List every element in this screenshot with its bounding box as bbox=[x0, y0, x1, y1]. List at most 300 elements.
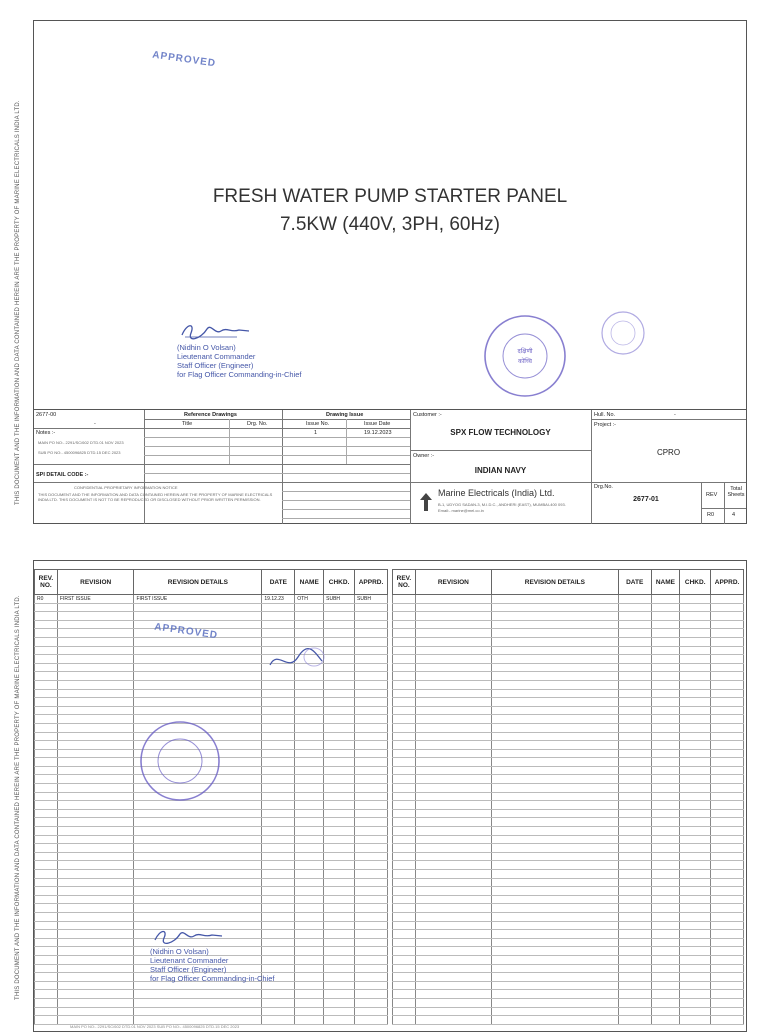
job-number: 2677-00 bbox=[36, 412, 57, 418]
cell-details bbox=[491, 672, 618, 681]
cell-rev bbox=[35, 990, 58, 999]
cell-name bbox=[295, 1007, 324, 1016]
cell-date bbox=[262, 715, 295, 724]
cell-name bbox=[295, 809, 324, 818]
cell-name bbox=[295, 689, 324, 698]
naval-seal-stamp-2 bbox=[138, 719, 222, 803]
drawing-cover-sheet bbox=[33, 20, 747, 524]
table-row bbox=[393, 603, 744, 612]
cell-revision bbox=[57, 775, 134, 784]
cell-name bbox=[651, 706, 680, 715]
cell-apprd bbox=[355, 998, 388, 1007]
cell-rev bbox=[393, 801, 416, 810]
cell-chkd bbox=[324, 655, 355, 664]
title-block bbox=[34, 409, 746, 524]
cell-chkd bbox=[680, 689, 711, 698]
cell-name bbox=[295, 912, 324, 921]
cell-revision bbox=[57, 1016, 134, 1025]
cell-chkd bbox=[680, 904, 711, 913]
cell-rev bbox=[35, 818, 58, 827]
cell-date bbox=[618, 758, 651, 767]
cell-date bbox=[618, 938, 651, 947]
cell-revision bbox=[57, 981, 134, 990]
cell-details bbox=[491, 698, 618, 707]
cell-details bbox=[134, 861, 262, 870]
small-seal-stamp bbox=[599, 309, 647, 357]
cell-rev bbox=[35, 801, 58, 810]
table-row bbox=[35, 1016, 388, 1025]
cell-chkd bbox=[680, 629, 711, 638]
cell-apprd bbox=[355, 1016, 388, 1025]
cell-name bbox=[295, 887, 324, 896]
cell-name bbox=[651, 1007, 680, 1016]
cell-date bbox=[618, 784, 651, 793]
cell-details bbox=[491, 818, 618, 827]
cell-chkd bbox=[680, 612, 711, 621]
cell-details bbox=[491, 1016, 618, 1025]
cell-chkd bbox=[680, 955, 711, 964]
cell-apprd bbox=[355, 861, 388, 870]
table-row bbox=[393, 938, 744, 947]
cell-details bbox=[491, 758, 618, 767]
column-header-name: NAME bbox=[651, 570, 680, 595]
cell-apprd bbox=[355, 792, 388, 801]
cell-date bbox=[618, 775, 651, 784]
cell-apprd bbox=[355, 801, 388, 810]
cell-rev bbox=[393, 818, 416, 827]
cell-apprd bbox=[711, 784, 744, 793]
cell-date bbox=[262, 612, 295, 621]
cell-apprd bbox=[711, 870, 744, 879]
cell-rev bbox=[393, 861, 416, 870]
cell-details bbox=[491, 749, 618, 758]
cell-revision bbox=[415, 723, 491, 732]
cell-revision bbox=[57, 741, 134, 750]
cell-details bbox=[134, 603, 262, 612]
cell-rev bbox=[393, 998, 416, 1007]
cell-date bbox=[262, 706, 295, 715]
cell-apprd bbox=[355, 973, 388, 982]
cell-details bbox=[491, 715, 618, 724]
cell-chkd bbox=[324, 646, 355, 655]
cell-chkd bbox=[680, 809, 711, 818]
cell-rev bbox=[35, 809, 58, 818]
cell-revision bbox=[57, 689, 134, 698]
cell-revision bbox=[415, 835, 491, 844]
cell-revision bbox=[415, 998, 491, 1007]
cell-chkd bbox=[680, 723, 711, 732]
cell-apprd bbox=[355, 723, 388, 732]
table-row bbox=[393, 698, 744, 707]
table-row bbox=[35, 870, 388, 879]
cell-rev bbox=[393, 921, 416, 930]
cell-apprd bbox=[355, 663, 388, 672]
cell-name bbox=[651, 655, 680, 664]
cell-details bbox=[491, 947, 618, 956]
cell-chkd bbox=[680, 646, 711, 655]
revision-record-sheet bbox=[33, 560, 747, 1032]
table-row bbox=[393, 689, 744, 698]
cell-details bbox=[491, 775, 618, 784]
cell-revision bbox=[415, 827, 491, 836]
cell-date bbox=[262, 835, 295, 844]
cell-date bbox=[262, 792, 295, 801]
cell-chkd bbox=[680, 835, 711, 844]
cell-name bbox=[651, 1016, 680, 1025]
table-row bbox=[393, 844, 744, 853]
cell-details bbox=[134, 655, 262, 664]
cell-date bbox=[618, 955, 651, 964]
cell-apprd bbox=[711, 809, 744, 818]
cell-name bbox=[651, 698, 680, 707]
cell-revision bbox=[57, 749, 134, 758]
table-row bbox=[393, 947, 744, 956]
owner-name: INDIAN NAVY bbox=[474, 466, 527, 475]
cell-rev bbox=[35, 637, 58, 646]
cell-rev bbox=[393, 990, 416, 999]
confidential-title: CONFIDENTIAL PROPRIETARY INFORMATION NOTICE bbox=[74, 485, 178, 490]
cell-apprd bbox=[711, 663, 744, 672]
cell-name bbox=[651, 835, 680, 844]
cell-name bbox=[651, 878, 680, 887]
cell-details bbox=[491, 646, 618, 655]
cell-rev bbox=[35, 827, 58, 836]
cell-apprd bbox=[711, 990, 744, 999]
cell-rev bbox=[35, 878, 58, 887]
cell-rev bbox=[393, 732, 416, 741]
cell-name bbox=[651, 775, 680, 784]
cell-date bbox=[618, 835, 651, 844]
table-row bbox=[35, 827, 388, 836]
cell-name bbox=[295, 1016, 324, 1025]
cell-name bbox=[295, 620, 324, 629]
cell-date bbox=[618, 655, 651, 664]
cell-apprd bbox=[711, 818, 744, 827]
cell-rev bbox=[393, 844, 416, 853]
cell-date bbox=[618, 741, 651, 750]
cell-revision bbox=[57, 818, 134, 827]
cell-apprd bbox=[711, 680, 744, 689]
cell-apprd bbox=[355, 637, 388, 646]
cell-details bbox=[134, 706, 262, 715]
cell-apprd bbox=[711, 775, 744, 784]
table-row bbox=[35, 990, 388, 999]
cell-details bbox=[491, 904, 618, 913]
cell-details bbox=[134, 663, 262, 672]
cell-apprd bbox=[355, 758, 388, 767]
cell-apprd bbox=[355, 921, 388, 930]
cell-date bbox=[262, 620, 295, 629]
cell-date bbox=[262, 998, 295, 1007]
table-row bbox=[35, 809, 388, 818]
cell-name bbox=[651, 595, 680, 604]
cell-details bbox=[491, 637, 618, 646]
table-row bbox=[393, 784, 744, 793]
cell-apprd bbox=[711, 646, 744, 655]
cell-revision bbox=[57, 784, 134, 793]
cell-rev bbox=[35, 895, 58, 904]
cell-apprd bbox=[355, 930, 388, 939]
cell-chkd bbox=[680, 655, 711, 664]
cell-revision bbox=[415, 646, 491, 655]
cell-name bbox=[651, 981, 680, 990]
cell-revision bbox=[415, 749, 491, 758]
cell-chkd bbox=[324, 904, 355, 913]
drg-no-label: Drg.No. bbox=[594, 484, 613, 490]
cell-apprd bbox=[711, 938, 744, 947]
cell-chkd bbox=[680, 698, 711, 707]
cell-apprd bbox=[355, 887, 388, 896]
cell-revision bbox=[415, 792, 491, 801]
cell-apprd bbox=[711, 698, 744, 707]
cell-details bbox=[134, 827, 262, 836]
cell-rev bbox=[35, 912, 58, 921]
cell-date bbox=[262, 698, 295, 707]
cell-apprd bbox=[355, 646, 388, 655]
cell-rev bbox=[35, 998, 58, 1007]
cell-details bbox=[491, 912, 618, 921]
cell-date bbox=[618, 998, 651, 1007]
cell-rev bbox=[393, 792, 416, 801]
company-address: B-1, UDYOG SADAN-3, M.I.D.C., ANDHERI (EAST), MUMBAI-400 093. bbox=[438, 502, 566, 507]
cell-date bbox=[262, 723, 295, 732]
total-sheets-value: 4 bbox=[732, 512, 736, 518]
cell-chkd bbox=[324, 895, 355, 904]
cell-name bbox=[651, 741, 680, 750]
cell-rev bbox=[35, 655, 58, 664]
cell-apprd bbox=[355, 749, 388, 758]
cell-revision bbox=[415, 973, 491, 982]
cell-details bbox=[491, 766, 618, 775]
cell-name bbox=[651, 990, 680, 999]
table-row bbox=[393, 655, 744, 664]
cell-rev bbox=[35, 603, 58, 612]
cell-chkd bbox=[324, 835, 355, 844]
cell-apprd bbox=[355, 938, 388, 947]
cell-revision bbox=[57, 637, 134, 646]
drawing-title: FRESH WATER PUMP STARTER PANEL bbox=[212, 186, 568, 207]
cell-details bbox=[491, 663, 618, 672]
cell-name bbox=[295, 758, 324, 767]
cell-name bbox=[651, 964, 680, 973]
cell-chkd bbox=[324, 1007, 355, 1016]
cell-chkd bbox=[324, 706, 355, 715]
cell-name bbox=[295, 981, 324, 990]
cell-name bbox=[651, 792, 680, 801]
cell-rev bbox=[35, 887, 58, 896]
cell-chkd bbox=[680, 998, 711, 1007]
cell-apprd bbox=[711, 603, 744, 612]
table-row bbox=[393, 921, 744, 930]
cell-name bbox=[651, 766, 680, 775]
table-row bbox=[393, 741, 744, 750]
cell-name bbox=[295, 878, 324, 887]
cell-rev bbox=[393, 964, 416, 973]
cell-apprd bbox=[711, 655, 744, 664]
drawing-subtitle: 7.5KW (440V, 3PH, 60Hz) bbox=[279, 214, 500, 235]
cell-rev bbox=[393, 637, 416, 646]
cell-name bbox=[295, 990, 324, 999]
cell-date bbox=[262, 1016, 295, 1025]
table-row bbox=[393, 680, 744, 689]
cell-chkd bbox=[680, 741, 711, 750]
cell-rev bbox=[393, 612, 416, 621]
cell-name bbox=[651, 947, 680, 956]
cell-apprd bbox=[355, 904, 388, 913]
column-header-details: REVISION DETAILS bbox=[491, 570, 618, 595]
side-property-note-2: THIS DOCUMENT AND THE INFORMATION AND DATA CONTAINED HEREIN ARE THE PROPERTY OF MARINE ELECTRICALS INDIA LTD. bbox=[15, 595, 21, 1000]
spi-detail-label: SPI DETAIL CODE :- bbox=[36, 472, 89, 478]
cell-date bbox=[618, 861, 651, 870]
signature-block bbox=[177, 321, 302, 379]
cell-apprd bbox=[711, 741, 744, 750]
cell-chkd bbox=[324, 792, 355, 801]
company-email: Email:- marine@mel.co.in bbox=[438, 508, 484, 513]
cell-name bbox=[651, 809, 680, 818]
cell-apprd bbox=[355, 655, 388, 664]
customer-name: SPX FLOW TECHNOLOGY bbox=[450, 428, 551, 437]
cell-chkd bbox=[680, 870, 711, 879]
cell-apprd bbox=[711, 732, 744, 741]
table-row bbox=[393, 620, 744, 629]
cell-chkd bbox=[680, 852, 711, 861]
cell-chkd bbox=[680, 784, 711, 793]
cell-chkd bbox=[680, 749, 711, 758]
cell-revision bbox=[415, 698, 491, 707]
cell-chkd bbox=[324, 852, 355, 861]
cell-rev bbox=[35, 947, 58, 956]
cell-name bbox=[651, 723, 680, 732]
cell-revision bbox=[57, 827, 134, 836]
signatory-rank-2: Lieutenant Commander bbox=[150, 956, 229, 965]
cell-revision bbox=[415, 801, 491, 810]
cell-rev bbox=[393, 895, 416, 904]
cell-rev bbox=[35, 784, 58, 793]
table-row bbox=[393, 749, 744, 758]
cell-apprd bbox=[711, 998, 744, 1007]
signature-scribble-2 bbox=[150, 927, 230, 947]
cell-date bbox=[262, 861, 295, 870]
cell-chkd bbox=[324, 784, 355, 793]
cell-name bbox=[651, 921, 680, 930]
cell-rev bbox=[35, 792, 58, 801]
table-row bbox=[393, 637, 744, 646]
cell-chkd bbox=[324, 723, 355, 732]
cell-details bbox=[134, 835, 262, 844]
column-header-apprd: APPRD. bbox=[355, 570, 388, 595]
column-header-chkd: CHKD. bbox=[324, 570, 355, 595]
cell-revision bbox=[415, 595, 491, 604]
cell-details bbox=[491, 655, 618, 664]
cell-revision bbox=[57, 612, 134, 621]
cell-chkd bbox=[324, 921, 355, 930]
cell-date bbox=[262, 758, 295, 767]
cell-apprd bbox=[711, 921, 744, 930]
cell-chkd bbox=[680, 895, 711, 904]
cell-apprd bbox=[355, 878, 388, 887]
cell-apprd bbox=[355, 629, 388, 638]
cell-name bbox=[295, 715, 324, 724]
cell-chkd bbox=[680, 818, 711, 827]
cell-chkd bbox=[680, 680, 711, 689]
table-row bbox=[35, 835, 388, 844]
cell-revision bbox=[415, 818, 491, 827]
cell-name bbox=[651, 827, 680, 836]
cell-date bbox=[618, 680, 651, 689]
cell-chkd bbox=[324, 964, 355, 973]
table-row bbox=[35, 620, 388, 629]
cell-rev bbox=[35, 1007, 58, 1016]
cell-apprd bbox=[355, 612, 388, 621]
cell-revision bbox=[57, 801, 134, 810]
cell-revision bbox=[415, 904, 491, 913]
cell-date bbox=[262, 870, 295, 879]
cell-name bbox=[651, 620, 680, 629]
cell-chkd bbox=[680, 758, 711, 767]
table-row bbox=[393, 998, 744, 1007]
signatory-for: for Flag Officer Commanding-in-Chief bbox=[177, 370, 302, 379]
cell-details bbox=[491, 964, 618, 973]
cell-apprd bbox=[711, 595, 744, 604]
cell-name bbox=[651, 784, 680, 793]
cell-details bbox=[491, 680, 618, 689]
cell-apprd bbox=[355, 852, 388, 861]
cell-revision bbox=[415, 878, 491, 887]
cell-revision bbox=[415, 947, 491, 956]
column-header-name: NAME bbox=[295, 570, 324, 595]
cell-apprd bbox=[711, 672, 744, 681]
cell-name bbox=[651, 689, 680, 698]
cell-revision bbox=[415, 861, 491, 870]
cell-rev bbox=[35, 852, 58, 861]
table-row bbox=[393, 775, 744, 784]
cell-revision bbox=[415, 775, 491, 784]
cell-chkd bbox=[680, 672, 711, 681]
cell-details bbox=[134, 698, 262, 707]
cell-chkd bbox=[324, 912, 355, 921]
cell-date bbox=[618, 818, 651, 827]
cell-details bbox=[491, 844, 618, 853]
cell-chkd bbox=[324, 887, 355, 896]
cell-rev bbox=[35, 629, 58, 638]
cell-revision bbox=[415, 715, 491, 724]
cell-date bbox=[262, 844, 295, 853]
cell-name bbox=[651, 680, 680, 689]
table-row bbox=[393, 672, 744, 681]
cell-rev bbox=[35, 775, 58, 784]
cell-apprd bbox=[711, 981, 744, 990]
hull-no-label: Hull. No. bbox=[594, 412, 616, 418]
table-row bbox=[393, 758, 744, 767]
cell-apprd bbox=[355, 981, 388, 990]
cell-chkd bbox=[680, 887, 711, 896]
cell-name bbox=[651, 801, 680, 810]
cell-details bbox=[491, 809, 618, 818]
cell-date bbox=[262, 818, 295, 827]
cell-revision bbox=[415, 870, 491, 879]
cell-revision bbox=[415, 955, 491, 964]
cell-chkd bbox=[680, 930, 711, 939]
confidential-text: THIS DOCUMENT AND THE INFORMATION AND DATA CONTAINED HEREIN ARE THE PROPERTY OF MARINE ELECTRICALS INDIA LTD. THIS DOCUMENT IS NOT TO BE REPRODUCED OR DISCLOSED WITHOUT PRIOR WRITTEN PERMISSION. bbox=[38, 492, 273, 502]
cell-rev bbox=[393, 749, 416, 758]
cell-date bbox=[262, 741, 295, 750]
cell-rev bbox=[35, 680, 58, 689]
cell-name bbox=[651, 912, 680, 921]
cell-name bbox=[651, 998, 680, 1007]
cell-apprd bbox=[711, 895, 744, 904]
cell-date bbox=[618, 1007, 651, 1016]
cell-rev bbox=[393, 715, 416, 724]
